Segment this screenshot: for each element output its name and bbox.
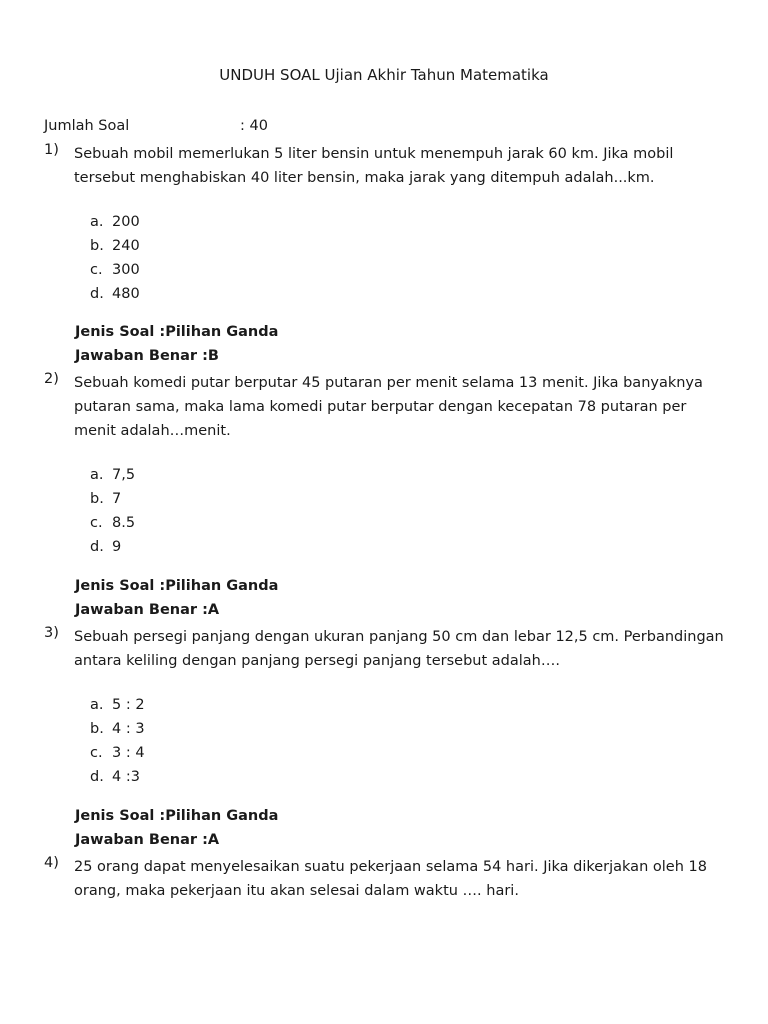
options-list	[90, 210, 140, 306]
option-b: b. 240	[90, 238, 140, 254]
option-a: a. 7,5	[90, 467, 136, 483]
question-count-label: Jumlah Soal	[44, 118, 130, 134]
question-text: Sebuah komedi putar berputar 45 putaran per menit selama 13 menit. Jika banyaknya putaran sama, maka lama komedi putar berputar dengan kecepatan 78 putaran per menit adalah…menit.	[74, 375, 703, 439]
option-d: d. 9	[90, 539, 122, 555]
option-b: b. 7	[90, 491, 122, 507]
option-a: a. 5 : 2	[90, 697, 145, 713]
question-number: 3)	[44, 625, 59, 641]
question-count-value: : 40	[240, 118, 268, 134]
question-type: Jenis Soal :Pilihan Ganda	[75, 578, 279, 594]
question-number: 2)	[44, 371, 59, 387]
option-d: d. 480	[90, 286, 140, 302]
question-2-info	[75, 574, 278, 622]
option-b: b. 4 : 3	[90, 721, 145, 737]
question-type: Jenis Soal :Pilihan Ganda	[75, 324, 279, 340]
question-text: Sebuah mobil memerlukan 5 liter bensin untuk menempuh jarak 60 km. Jika mobil tersebut menghabiskan 40 liter bensin, maka jarak yang ditempuh adalah...km.	[74, 146, 674, 186]
document-title: UNDUH SOAL Ujian Akhir Tahun Matematika	[219, 66, 549, 84]
question-number: 4)	[44, 855, 59, 871]
options-list	[90, 693, 145, 789]
question-3-info	[75, 804, 278, 852]
option-a: a. 200	[90, 214, 140, 230]
question-count	[44, 115, 268, 137]
option-c: c. 8.5	[90, 515, 136, 531]
question-text: 25 orang dapat menyelesaikan suatu pekerjaan selama 54 hari. Jika dikerjakan oleh 18 orang, maka pekerjaan itu akan selesai dalam waktu …. hari.	[74, 859, 707, 899]
correct-answer: Jawaban Benar :A	[75, 832, 220, 848]
question-1	[44, 142, 728, 302]
correct-answer: Jawaban Benar :B	[75, 348, 219, 364]
question-2	[44, 371, 728, 555]
question-4	[44, 855, 728, 903]
correct-answer: Jawaban Benar :A	[75, 602, 220, 618]
question-type: Jenis Soal :Pilihan Ganda	[75, 808, 279, 824]
option-d: d. 4 :3	[90, 769, 140, 785]
option-c: c. 300	[90, 262, 140, 278]
question-text: Sebuah persegi panjang dengan ukuran panjang 50 cm dan lebar 12,5 cm. Perbandingan antara keliling dengan panjang persegi panjang tersebut adalah….	[74, 629, 724, 669]
option-c: c. 3 : 4	[90, 745, 145, 761]
question-number: 1)	[44, 142, 59, 158]
question-3	[44, 625, 728, 785]
question-1-info	[75, 320, 278, 368]
options-list	[90, 463, 135, 559]
